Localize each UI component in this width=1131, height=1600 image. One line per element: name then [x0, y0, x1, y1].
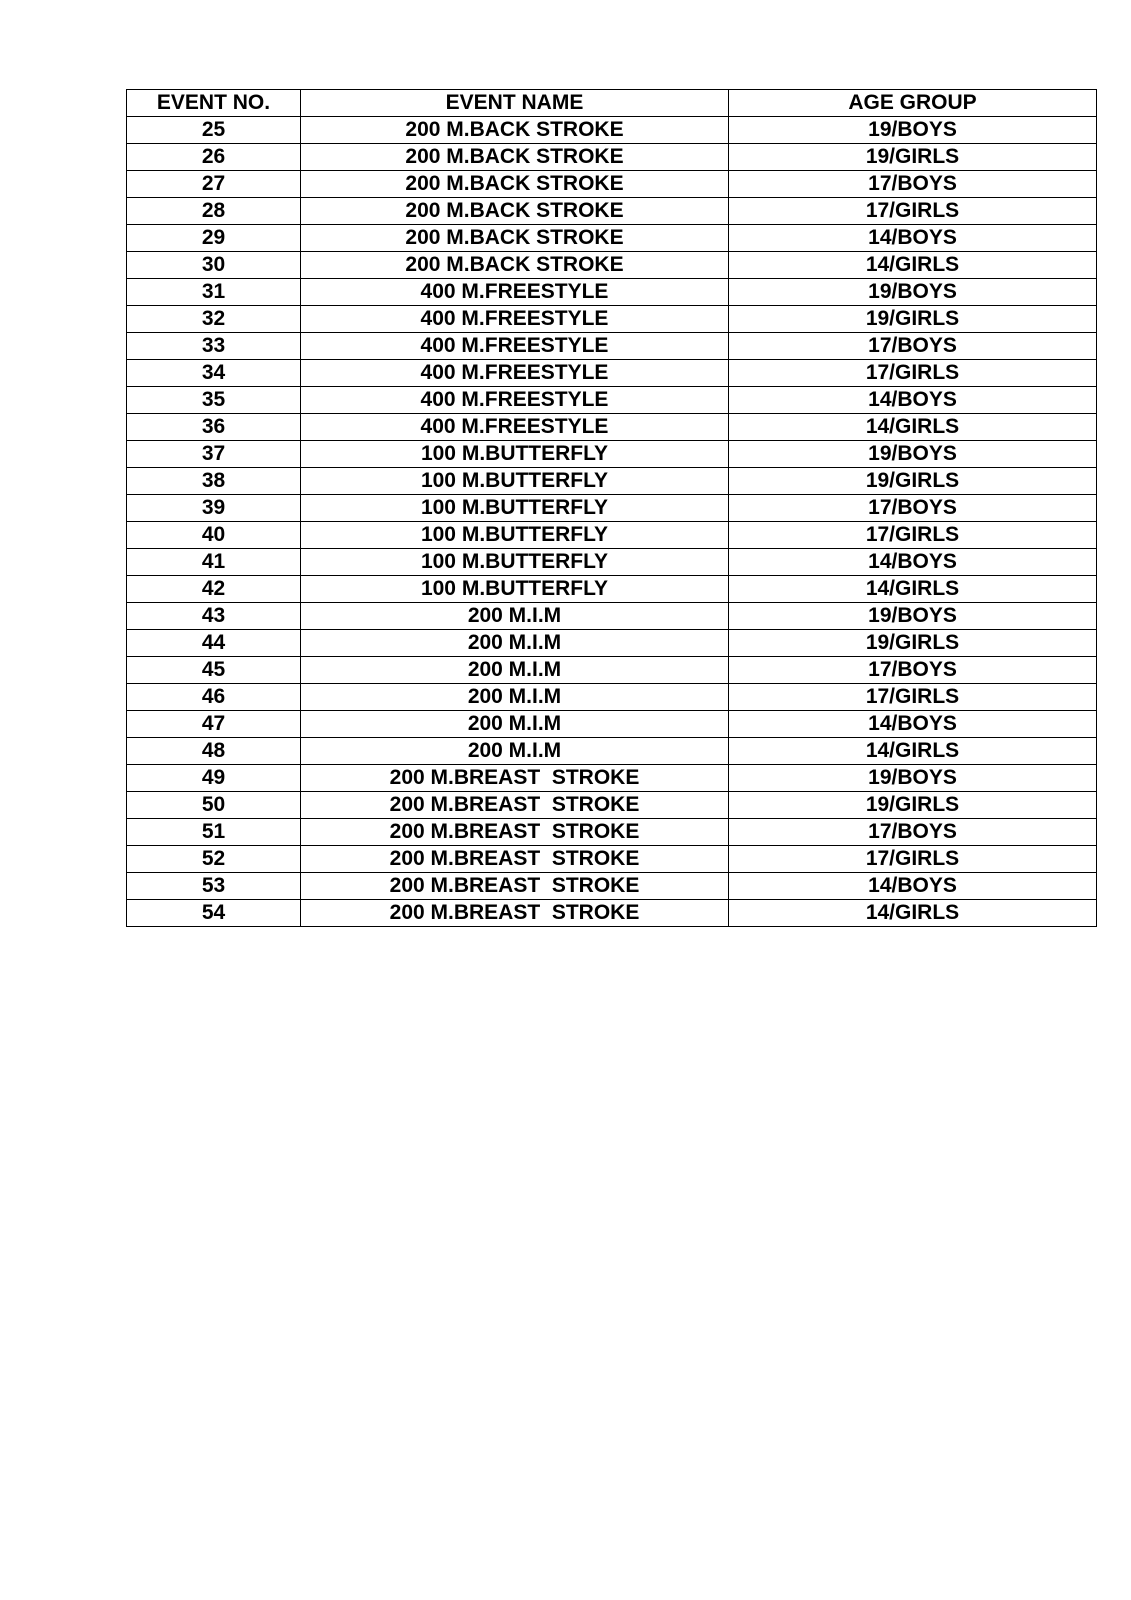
cell-event-name: 100 M.BUTTERFLY — [301, 576, 729, 603]
table-row — [127, 630, 1097, 657]
cell-event-name: 400 M.FREESTYLE — [301, 333, 729, 360]
table-row — [127, 468, 1097, 495]
cell-event-no: 28 — [127, 198, 301, 225]
cell-age-group: 17/BOYS — [729, 657, 1097, 684]
cell-event-name: 100 M.BUTTERFLY — [301, 441, 729, 468]
cell-age-group: 19/GIRLS — [729, 792, 1097, 819]
table-row — [127, 846, 1097, 873]
cell-event-name: 200 M.BREAST STROKE — [301, 765, 729, 792]
table-row — [127, 738, 1097, 765]
cell-event-no: 40 — [127, 522, 301, 549]
table-row — [127, 711, 1097, 738]
table-row — [127, 819, 1097, 846]
cell-age-group: 17/GIRLS — [729, 360, 1097, 387]
cell-event-name: 200 M.I.M — [301, 684, 729, 711]
cell-age-group: 14/BOYS — [729, 387, 1097, 414]
cell-event-no: 39 — [127, 495, 301, 522]
table-row — [127, 792, 1097, 819]
table-row — [127, 495, 1097, 522]
cell-age-group: 19/BOYS — [729, 441, 1097, 468]
cell-age-group: 14/GIRLS — [729, 900, 1097, 927]
table-row — [127, 441, 1097, 468]
cell-event-name: 100 M.BUTTERFLY — [301, 468, 729, 495]
table-row — [127, 549, 1097, 576]
cell-event-name: 400 M.FREESTYLE — [301, 306, 729, 333]
cell-event-no: 52 — [127, 846, 301, 873]
table-row — [127, 117, 1097, 144]
cell-age-group: 17/BOYS — [729, 495, 1097, 522]
cell-age-group: 14/BOYS — [729, 549, 1097, 576]
table-row — [127, 873, 1097, 900]
cell-event-no: 37 — [127, 441, 301, 468]
table-row — [127, 306, 1097, 333]
cell-event-name: 100 M.BUTTERFLY — [301, 495, 729, 522]
header-age-group: AGE GROUP — [729, 90, 1097, 117]
header-event-name: EVENT NAME — [301, 90, 729, 117]
cell-age-group: 14/BOYS — [729, 225, 1097, 252]
table-row — [127, 333, 1097, 360]
cell-event-no: 48 — [127, 738, 301, 765]
table-row — [127, 252, 1097, 279]
cell-event-no: 29 — [127, 225, 301, 252]
cell-age-group: 19/GIRLS — [729, 468, 1097, 495]
table-row — [127, 900, 1097, 927]
cell-age-group: 19/GIRLS — [729, 630, 1097, 657]
table-row — [127, 279, 1097, 306]
header-event-no: EVENT NO. — [127, 90, 301, 117]
cell-age-group: 17/BOYS — [729, 819, 1097, 846]
cell-event-no: 43 — [127, 603, 301, 630]
cell-event-name: 100 M.BUTTERFLY — [301, 549, 729, 576]
cell-age-group: 19/GIRLS — [729, 144, 1097, 171]
cell-event-no: 53 — [127, 873, 301, 900]
cell-age-group: 17/BOYS — [729, 171, 1097, 198]
cell-event-name: 200 M.BREAST STROKE — [301, 792, 729, 819]
table-row — [127, 576, 1097, 603]
cell-event-no: 47 — [127, 711, 301, 738]
cell-age-group: 14/BOYS — [729, 873, 1097, 900]
events-table-body — [127, 117, 1097, 927]
cell-event-name: 200 M.I.M — [301, 738, 729, 765]
table-row — [127, 657, 1097, 684]
cell-event-name: 200 M.BACK STROKE — [301, 144, 729, 171]
cell-event-name: 200 M.I.M — [301, 630, 729, 657]
cell-age-group: 19/BOYS — [729, 279, 1097, 306]
cell-event-no: 41 — [127, 549, 301, 576]
cell-event-name: 200 M.BACK STROKE — [301, 225, 729, 252]
cell-event-no: 31 — [127, 279, 301, 306]
cell-event-no: 54 — [127, 900, 301, 927]
cell-age-group: 17/GIRLS — [729, 846, 1097, 873]
cell-event-no: 27 — [127, 171, 301, 198]
cell-age-group: 14/GIRLS — [729, 414, 1097, 441]
cell-event-name: 200 M.BREAST STROKE — [301, 819, 729, 846]
table-row — [127, 360, 1097, 387]
cell-event-no: 44 — [127, 630, 301, 657]
cell-event-name: 200 M.BREAST STROKE — [301, 873, 729, 900]
table-row — [127, 765, 1097, 792]
cell-event-name: 200 M.BACK STROKE — [301, 198, 729, 225]
events-table-header — [127, 90, 1097, 117]
cell-event-name: 400 M.FREESTYLE — [301, 279, 729, 306]
cell-event-name: 200 M.I.M — [301, 603, 729, 630]
cell-event-no: 26 — [127, 144, 301, 171]
table-row — [127, 225, 1097, 252]
cell-age-group: 17/GIRLS — [729, 198, 1097, 225]
table-row — [127, 144, 1097, 171]
cell-event-no: 30 — [127, 252, 301, 279]
cell-age-group: 19/BOYS — [729, 603, 1097, 630]
cell-age-group: 14/BOYS — [729, 711, 1097, 738]
cell-event-name: 200 M.BREAST STROKE — [301, 846, 729, 873]
table-row — [127, 198, 1097, 225]
cell-event-no: 35 — [127, 387, 301, 414]
cell-event-no: 25 — [127, 117, 301, 144]
cell-event-name: 400 M.FREESTYLE — [301, 360, 729, 387]
cell-age-group: 14/GIRLS — [729, 576, 1097, 603]
cell-age-group: 14/GIRLS — [729, 738, 1097, 765]
cell-age-group: 19/BOYS — [729, 117, 1097, 144]
cell-event-name: 200 M.I.M — [301, 711, 729, 738]
cell-event-name: 100 M.BUTTERFLY — [301, 522, 729, 549]
cell-event-no: 42 — [127, 576, 301, 603]
cell-age-group: 19/GIRLS — [729, 306, 1097, 333]
cell-event-no: 51 — [127, 819, 301, 846]
table-row — [127, 603, 1097, 630]
cell-event-no: 50 — [127, 792, 301, 819]
cell-age-group: 17/GIRLS — [729, 522, 1097, 549]
cell-event-name: 200 M.BACK STROKE — [301, 117, 729, 144]
cell-event-no: 46 — [127, 684, 301, 711]
cell-event-no: 49 — [127, 765, 301, 792]
cell-event-no: 34 — [127, 360, 301, 387]
cell-age-group: 19/BOYS — [729, 765, 1097, 792]
cell-event-name: 400 M.FREESTYLE — [301, 414, 729, 441]
cell-event-name: 200 M.BACK STROKE — [301, 252, 729, 279]
table-row — [127, 522, 1097, 549]
table-row — [127, 387, 1097, 414]
cell-event-no: 32 — [127, 306, 301, 333]
cell-age-group: 14/GIRLS — [729, 252, 1097, 279]
cell-event-name: 200 M.BREAST STROKE — [301, 900, 729, 927]
table-row — [127, 414, 1097, 441]
table-row — [127, 171, 1097, 198]
cell-event-no: 38 — [127, 468, 301, 495]
cell-event-no: 36 — [127, 414, 301, 441]
cell-event-no: 33 — [127, 333, 301, 360]
cell-event-no: 45 — [127, 657, 301, 684]
cell-event-name: 200 M.BACK STROKE — [301, 171, 729, 198]
cell-event-name: 400 M.FREESTYLE — [301, 387, 729, 414]
events-table — [126, 89, 1097, 927]
cell-age-group: 17/BOYS — [729, 333, 1097, 360]
table-row — [127, 684, 1097, 711]
cell-age-group: 17/GIRLS — [729, 684, 1097, 711]
header-row — [127, 90, 1097, 117]
cell-event-name: 200 M.I.M — [301, 657, 729, 684]
